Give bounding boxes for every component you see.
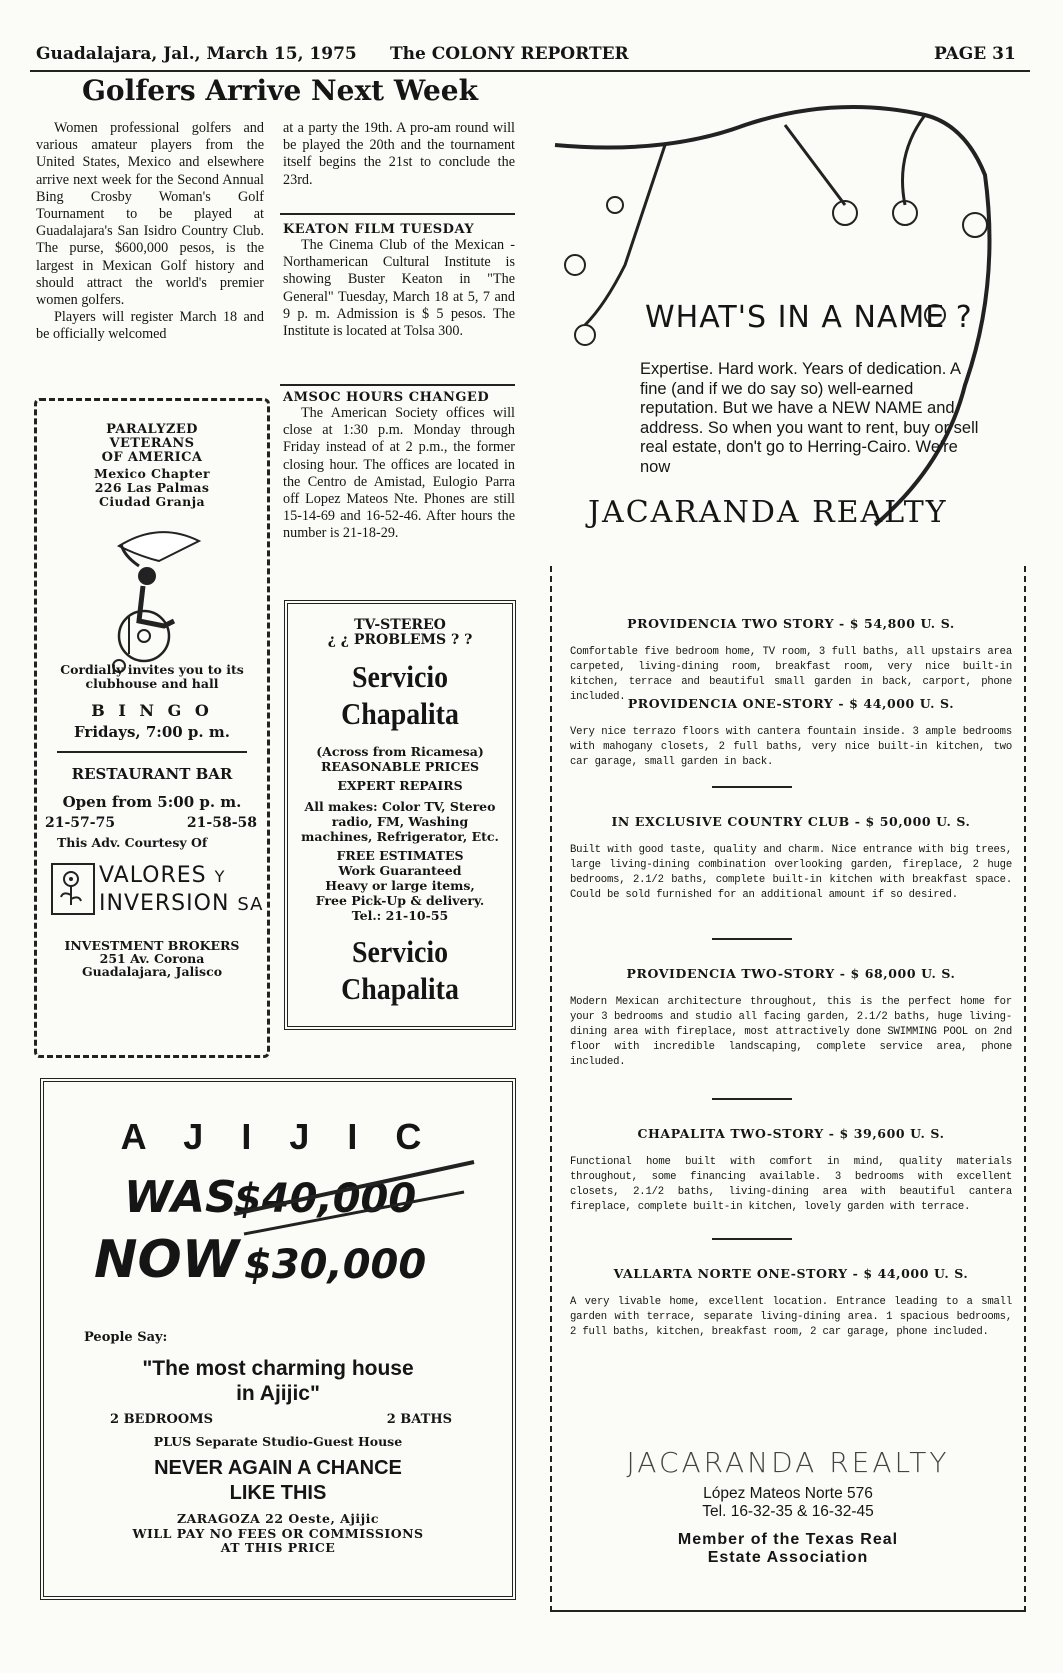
was-label: WAS [124,1172,237,1223]
veterans-bingo: B I N G O [91,701,213,720]
veterans-brokers: INVESTMENT BROKERS [64,938,240,953]
amsoc-body: The American Society offices will close at 1:30 p.m. Monday through Friday instead of at 2 p.m., the former closing hour. The offices are located in the Centro de Amistad, Eulogio Parra off Lopez Mateos Nte. Phones are still 15-14-69 and 16-52-46. After hours the number is 21-18-29. [283,405,515,542]
jacaranda-footer-address: López Mateos Norte 576 [703,1485,873,1502]
veterans-address-2: Guadalajara, Jalisco [81,964,223,979]
listing-description: A very livable home, excellent location. Entrance leading to a small garden with terrace, separate living-dining area. 1 spacious bedrooms, 2 full baths, kitchen, breakfast room, 2 car garage, phone included. [570,1296,1012,1338]
golf-headline: Golfers Arrive Next Week [81,74,479,107]
veterans-courtesy: This Adv. Courtesy Of [57,835,208,850]
ajijic-title: A J I J I C [120,1116,436,1157]
listing-title: PROVIDENCIA TWO STORY - $ 54,800 U. S. [627,616,955,631]
golf-column-2 [283,120,515,189]
listing-description: Built with good taste, quality and charm. Nice entrance with big trees, large living-dining combination overlooking garden, fireplace, 2 huge bedrooms, 2.1/2 baths, complete built-in kitchen with breakfast space. Could be sold furnished for an additional amount if so desired. [570,844,1012,901]
veterans-line-1: PARALYZED [106,422,198,437]
logo-inversion: INVERSION [99,891,230,916]
logo-valores: VALORES [99,863,207,888]
divider [280,384,515,386]
listing-item [570,696,1012,770]
tv-prices: REASONABLE PRICES [320,759,480,774]
tv-business-name-1: Servicio [351,659,449,694]
veterans-chapter: Mexico Chapter [93,466,211,481]
wheelchair-icon [99,526,229,676]
keaton-article [283,222,515,340]
listing-item [570,616,1012,705]
strikethrough-icon [224,1154,484,1244]
people-say: People Say: [84,1330,168,1345]
veterans-bingo-time: Fridays, 7:00 p. m. [74,723,230,741]
listing-item [570,814,1012,903]
jacaranda-name-large: JACARANDA REALTY [588,495,948,530]
keaton-body: The Cinema Club of the Mexican - Northamerican Cultural Institute is showing Buster Keaton in "The General" Tuesday, March 18 at 5, 7 and 9 p. m. Admission is $ 5 pesos. The Institute is located at Tolsa 300. [283,237,515,340]
jacaranda-footer-telephone: Tel. 16-32-35 & 16-32-45 [702,1503,874,1520]
listing-title: PROVIDENCIA TWO-STORY - $ 68,000 U. S. [626,966,956,981]
listing-item [570,1126,1012,1215]
listing-title: CHAPALITA TWO-STORY - $ 39,600 U. S. [637,1126,945,1141]
listing-description: Functional home built with comfort in mind, quality materials throughout, some financing available. 3 bedrooms with excellent closets, 2.1/2 baths, living-dining area with beautiful cantera fireplace, complete built-in kitchen, lovely garden with terrace. [570,1156,1012,1213]
listing-item [570,966,1012,1070]
divider [57,751,247,753]
veterans-phone-2: 21-58-58 [186,815,257,831]
listing-description: Modern Mexican architecture throughout, this is the perfect home for your 3 bedrooms and studio all facing garden, 2.1/2 baths, huge living-dining area with fireplace, most attractively done SWIMMING POOL on 2nd floor with incredible landscaping, complete service area, phone included. [570,996,1012,1068]
header-paper-name: The COLONY REPORTER [390,44,629,64]
quote-line-2: in Ajijic" [236,1382,320,1405]
tv-stereo-heading: TV-STEREO [354,617,446,633]
veterans-address-1: 251 Av. Corona [99,951,205,966]
listing-separator [712,786,792,788]
tv-free-estimates: FREE ESTIMATES [336,848,464,863]
divider [280,213,515,215]
no-fees-2: AT THIS PRICE [220,1540,336,1555]
tv-heavy-items: Heavy or large items, [325,878,475,893]
veterans-open-hours: Open from 5:00 p. m. [62,793,242,811]
no-fees-1: WILL PAY NO FEES OR COMMISSIONS [132,1525,424,1541]
veterans-restaurant-bar: RESTAURANT BAR [71,765,233,783]
ajijic-address: ZARAGOZA 22 Oeste, Ajijic [176,1511,380,1526]
golf-paragraph-3: at a party the 19th. A pro-am round will be played the 20th and the tournament itself begins the 21st to conclude the 23rd. [283,120,515,188]
baths: 2 BATHS [386,1412,452,1427]
listing-title: VALLARTA NORTE ONE-STORY - $ 44,000 U. S. [613,1266,969,1281]
tv-makes: All makes: Color TV, Stereo radio, FM, Washing machines, Refrigerator, Etc. [301,799,499,844]
header-rule [30,70,1030,72]
tv-pickup: Free Pick-Up & delivery. [315,893,485,908]
jacaranda-listings-box [550,566,1026,1612]
veterans-city: Ciudad Granja [99,494,205,509]
keaton-title: KEATON FILM TUESDAY [283,222,475,237]
was-price: $40,000 [234,1176,417,1222]
now-label: NOW [94,1230,240,1290]
listing-description: Very nice terrazo floors with cantera fountain inside. 3 ample bedrooms with mahogany closets, 2 full baths, very nice built-in kitchen, two car garage, small garden in back. [570,726,1012,768]
tv-telephone: Tel.: 21-10-55 [351,908,449,923]
veterans-line-3: OF AMERICA [101,450,203,465]
tv-repair-ad [284,600,516,1030]
bedrooms: 2 BEDROOMS [110,1412,213,1427]
flower-logo-icon [51,863,95,915]
veterans-invite-1: Cordially invites you to its [60,662,244,677]
jacaranda-intro-body: Expertise. Hard work. Years of dedication. A fine (and if we do say so) well-earned reputation. But we have a NEW NAME and address. So when you want to rent, buy or sell real estate, don't go to Herring-Cairo. We're now [640,360,979,476]
amsoc-title: AMSOC HOURS CHANGED [283,390,490,405]
tv-problems-heading: ¿ ¿ PROBLEMS ? ? [327,632,473,648]
now-price: $30,000 [244,1242,427,1288]
whats-in-a-name-headline: WHAT'S IN A NAME ? [645,300,973,335]
listing-separator [712,938,792,940]
golf-paragraph-2: Players will register March 18 and be officially welcomed [36,309,264,343]
header-dateline: Guadalajara, Jal., March 15, 1975 [36,44,357,64]
tv-repairs: EXPERT REPAIRS [337,778,463,793]
veterans-invite-2: clubhouse and hall [85,676,219,691]
jacaranda-footer-name: JACARANDA REALTY [626,1446,950,1479]
never-again-2: LIKE THIS [229,1482,327,1504]
veterans-street: 226 Las Palmas [94,480,210,495]
header-page-number: PAGE 31 [934,44,1016,64]
veterans-ad [34,398,270,1058]
golf-column-1 [36,120,264,344]
quote-line-1: "The most charming house [142,1357,414,1380]
jacaranda-member-2: Estate Association [707,1549,869,1566]
listing-title: IN EXCLUSIVE COUNTRY CLUB - $ 50,000 U. S. [611,814,971,829]
studio-guest-house: PLUS Separate Studio-Guest House [153,1434,403,1449]
ajijic-house-ad [40,1078,516,1600]
tv-business-name-2: Chapalita [341,696,459,731]
listing-description: Comfortable five bedroom home, TV room, 3 full baths, all upstairs area carpeted, living-dining room, breakfast room, very nice built-in kitchen, terrace and beautiful small garden in back, carport, phone included. [570,646,1012,703]
logo-sa: SA [237,894,264,915]
veterans-line-2: VETERANS [109,436,195,451]
veterans-phone-1: 21-57-75 [45,815,116,831]
jacaranda-member-1: Member of the Texas Real [677,1531,899,1548]
tv-location: (Across from Ricamesa) [316,744,484,759]
listing-separator [712,1238,792,1240]
tv-business-name-3: Servicio [351,934,449,969]
logo-ampersand: Y [214,867,226,886]
amsoc-article [283,390,515,543]
never-again-1: NEVER AGAIN A CHANCE [154,1457,402,1479]
listing-separator [712,1098,792,1100]
tv-business-name-4: Chapalita [341,971,459,1006]
golf-paragraph-1: Women professional golfers and various amateur players from the United States, Mexico and elsewhere arrive next week for the Second Annual Bing Crosby Woman's Golf Tournament to be played at Guadalajara's San Isidro Country Club. The purse, $600,000 pesos, is the largest in Mexican Golf history and should attract the world's premier women golfers. [36,120,264,309]
listing-item [570,1266,1012,1340]
tv-guarantee: Work Guaranteed [338,863,462,878]
listing-title: PROVIDENCIA ONE-STORY - $ 44,000 U. S. [627,696,955,711]
